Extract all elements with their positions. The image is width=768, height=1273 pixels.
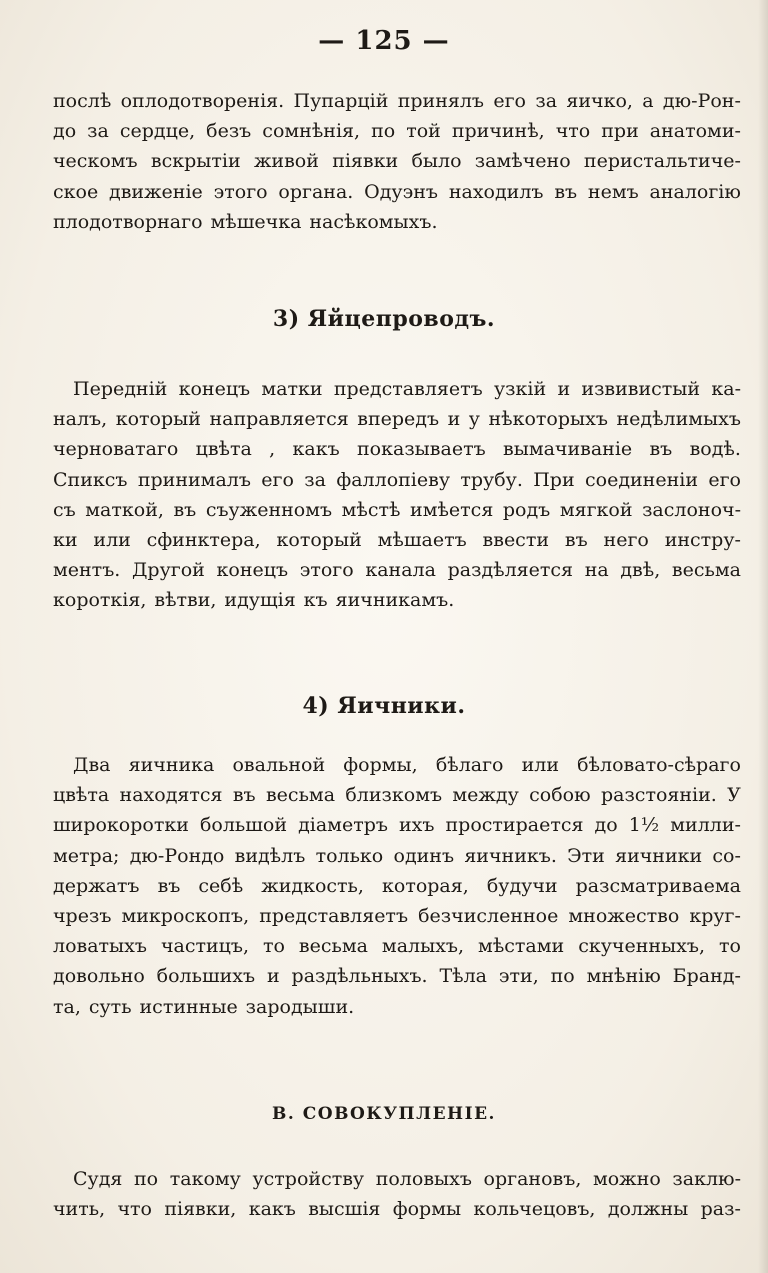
word: вѣтви,: [154, 589, 217, 612]
text-line: [53, 992, 741, 1022]
word: въ: [554, 180, 578, 203]
word: весьма: [265, 784, 336, 807]
word: соединеніи: [585, 468, 698, 491]
word: заклю-: [672, 1168, 741, 1190]
word: принималъ: [137, 468, 251, 491]
word: у: [468, 408, 480, 431]
word: какъ: [248, 1198, 296, 1221]
page-number: — 125 —: [318, 26, 450, 56]
word: ловатыхъ: [53, 935, 147, 958]
word: причинѣ,: [451, 120, 545, 143]
word: было: [411, 150, 462, 173]
word: 1½: [628, 814, 660, 837]
text-line: [53, 86, 741, 116]
word: себѣ: [198, 874, 244, 897]
word: ихъ: [399, 814, 435, 837]
word: мѣшечка: [210, 210, 302, 233]
page-edge-shadow: [758, 0, 768, 1273]
word: дю-Рондо: [129, 844, 225, 867]
word: бѣлаго: [435, 754, 504, 776]
word: то: [262, 935, 285, 958]
word: послѣ: [53, 90, 112, 112]
word: трубу.: [460, 468, 523, 491]
word: цвѣта: [195, 438, 252, 461]
text-line: [53, 961, 741, 991]
word: между: [452, 784, 519, 807]
word: частицъ,: [160, 935, 250, 958]
word: находилъ: [448, 180, 544, 203]
word: живой: [253, 150, 319, 173]
word: близкомъ: [345, 784, 443, 807]
word: яичникамъ.: [335, 589, 455, 612]
word: за: [87, 120, 109, 143]
word: къ: [303, 589, 328, 612]
text-line: [53, 871, 741, 901]
word: мягкой: [559, 498, 633, 521]
word: видѣлъ: [234, 844, 306, 867]
word: по: [134, 1168, 159, 1190]
word: съуженномъ: [205, 498, 333, 521]
word: при: [601, 120, 639, 143]
word: этого: [213, 180, 268, 203]
word: двѣ,: [620, 559, 661, 582]
word: имѣется: [410, 498, 494, 521]
text-line: [53, 780, 741, 810]
word: безчисленное: [418, 904, 559, 927]
word: направляется: [209, 408, 349, 431]
word: Одуэнъ: [364, 180, 439, 203]
word: кольчецовъ,: [473, 1198, 596, 1221]
word: инстру-: [664, 528, 741, 551]
word: формы: [392, 1198, 462, 1221]
word: мнѣнію: [586, 965, 661, 988]
text-line: [53, 177, 741, 207]
word: ввести: [482, 528, 550, 551]
word: устройству: [252, 1168, 365, 1190]
word: высшія: [308, 1198, 381, 1221]
word: этого: [299, 559, 354, 582]
word: него: [603, 528, 649, 551]
text-line: [53, 116, 741, 146]
word: Бранд-: [672, 965, 741, 988]
word: та,: [53, 995, 81, 1018]
word: той: [406, 120, 441, 143]
text-line: [53, 404, 741, 434]
word: принялъ: [397, 90, 485, 112]
word: фаллопіеву: [336, 468, 450, 491]
word: чрезъ: [53, 904, 112, 927]
word: разстояніи.: [600, 784, 717, 807]
text-line: [53, 931, 741, 961]
word: скученныхъ,: [578, 935, 705, 958]
word: который: [115, 408, 201, 431]
word: съ: [53, 498, 76, 521]
word: нѣкоторыхъ: [488, 408, 608, 431]
word: ментъ.: [53, 559, 121, 582]
word: ,: [269, 438, 276, 461]
text-line: [53, 750, 741, 780]
word: вымачиваніе: [503, 438, 633, 461]
word: весьма: [671, 559, 741, 582]
word: движеніе: [109, 180, 203, 203]
word: піявки: [332, 150, 399, 173]
word: малыхъ,: [381, 935, 465, 958]
section-heading-ovaries: 4) Яичники.: [302, 693, 466, 719]
word: въ: [564, 528, 588, 551]
word: органовъ,: [483, 1168, 582, 1190]
word: При: [533, 468, 575, 491]
word: весьма: [298, 935, 368, 958]
word: Эти: [567, 844, 605, 867]
word: можно: [592, 1168, 661, 1190]
word: какъ: [292, 438, 340, 461]
word: который: [276, 528, 362, 551]
word: зародыши.: [245, 995, 355, 1018]
word: цвѣта: [53, 784, 110, 807]
word: конецъ: [216, 559, 289, 582]
word: множество: [568, 904, 680, 927]
word: налъ,: [53, 408, 108, 431]
word: ки: [53, 528, 78, 551]
word: простирается: [445, 814, 584, 837]
word: Тѣла: [439, 965, 487, 988]
word: въ: [157, 874, 181, 897]
word: половыхъ: [375, 1168, 472, 1190]
word: недѣлимыхъ: [616, 408, 741, 431]
word: въ: [173, 498, 197, 521]
word: узкій: [494, 378, 547, 400]
text-line: [53, 465, 741, 495]
word: микроскопъ,: [121, 904, 250, 927]
word: раз-: [700, 1198, 741, 1221]
word: насѣкомыхъ.: [309, 210, 438, 233]
word: за: [304, 468, 326, 491]
word: собою: [529, 784, 591, 807]
word: мѣстами: [478, 935, 565, 958]
word: его: [261, 468, 294, 491]
text-line: [53, 585, 741, 615]
text-line: [53, 434, 741, 464]
word: раздѣляется: [447, 559, 574, 582]
text-line: [53, 1194, 741, 1224]
word: сомнѣнія,: [262, 120, 361, 143]
text-line: [53, 374, 741, 404]
word: матки: [261, 378, 323, 400]
word: черноватаго: [53, 438, 179, 461]
word: Передній: [73, 378, 168, 400]
word: плодотворнаго: [53, 210, 203, 233]
word: что: [555, 120, 591, 143]
word: суть: [88, 995, 132, 1018]
text-line: [53, 555, 741, 585]
word: ка-: [711, 378, 741, 400]
word: за: [535, 90, 558, 112]
word: которая,: [382, 874, 469, 897]
word: широкоротки: [53, 814, 189, 837]
word: формы,: [343, 754, 418, 776]
word: такому: [169, 1168, 241, 1190]
word: Спиксъ: [53, 468, 128, 491]
word: въ: [232, 784, 256, 807]
word: извивистый: [581, 378, 701, 400]
word: большой: [199, 814, 288, 837]
word: и: [557, 378, 571, 400]
word: и: [266, 965, 280, 988]
word: сердце,: [119, 120, 196, 143]
text-line: [53, 901, 741, 931]
word: только: [315, 844, 384, 867]
word: органа.: [278, 180, 354, 203]
word: идущія: [224, 589, 296, 612]
word: мѣшаетъ: [377, 528, 467, 551]
word: большихъ: [156, 965, 256, 988]
word: то: [718, 935, 741, 958]
word: на: [584, 559, 609, 582]
word: въ: [649, 438, 673, 461]
word: метра;: [53, 844, 120, 867]
word: милли-: [670, 814, 741, 837]
paragraph-1: [53, 86, 741, 237]
word: діаметръ: [298, 814, 388, 837]
word: показываетъ: [357, 438, 486, 461]
word: аналогію: [649, 180, 741, 203]
word: со-: [712, 844, 741, 867]
word: анатоми-: [649, 120, 741, 143]
word: безъ: [206, 120, 252, 143]
word: перистальтиче-: [583, 150, 741, 173]
word: Пупарцій: [293, 90, 389, 112]
word: вскрытіи: [150, 150, 241, 173]
text-line: [53, 810, 741, 840]
word: дю-Рон-: [662, 90, 741, 112]
word: У: [727, 784, 741, 807]
word: раздѣльныхъ.: [291, 965, 428, 988]
word: ческомъ: [53, 150, 138, 173]
text-line: [53, 207, 741, 237]
word: до: [53, 120, 77, 143]
word: и: [447, 408, 461, 431]
text-line: [53, 525, 741, 555]
word: впередъ: [357, 408, 440, 431]
word: маткой,: [85, 498, 164, 521]
word: должны: [607, 1198, 689, 1221]
word: конецъ: [178, 378, 251, 400]
word: яичко,: [566, 90, 633, 112]
word: по: [550, 965, 575, 988]
word: канала: [365, 559, 436, 582]
word: а: [642, 90, 654, 112]
word: Два: [73, 754, 111, 776]
word: держатъ: [53, 874, 140, 897]
word: разсматриваема: [575, 874, 741, 897]
word: родъ: [502, 498, 551, 521]
word: находятся: [119, 784, 223, 807]
word: бѣловато-сѣраго: [577, 754, 741, 776]
word: піявки,: [164, 1198, 237, 1221]
word: одинъ: [393, 844, 455, 867]
word: его: [708, 468, 741, 491]
word: короткія,: [53, 589, 147, 612]
word: жидкость,: [261, 874, 364, 897]
text-line: [53, 1164, 741, 1194]
word: ское: [53, 180, 99, 203]
word: представляетъ: [259, 904, 409, 927]
word: яичникъ.: [464, 844, 557, 867]
word: по: [371, 120, 396, 143]
section-heading-oviduct: 3) Яйцепроводъ.: [272, 306, 496, 332]
word: круг-: [689, 904, 741, 927]
word: его: [493, 90, 526, 112]
text-line: [53, 841, 741, 871]
paragraph-ovaries: [53, 750, 741, 1022]
word: представляетъ: [333, 378, 483, 400]
word: немъ: [587, 180, 639, 203]
word: что: [117, 1198, 152, 1221]
section-heading-copulation: B. СОВОКУПЛЕНІЕ.: [272, 1104, 496, 1124]
word: истинные: [139, 995, 238, 1018]
word: овальной: [232, 754, 326, 776]
word: замѣчено: [474, 150, 571, 173]
word: или: [93, 528, 131, 551]
word: мѣстѣ: [341, 498, 401, 521]
paragraph-copulation: [53, 1164, 741, 1224]
word: водѣ.: [689, 438, 741, 461]
text-line: [53, 495, 741, 525]
word: чить,: [53, 1198, 106, 1221]
paragraph-oviduct: [53, 374, 741, 616]
word: сфинктера,: [146, 528, 261, 551]
word: будучи: [486, 874, 558, 897]
word: эти,: [498, 965, 539, 988]
word: оплодотворенія.: [120, 90, 285, 112]
word: яичника: [128, 754, 215, 776]
word: яичники: [615, 844, 703, 867]
text-line: [53, 146, 741, 176]
word: довольно: [53, 965, 145, 988]
word: Другой: [131, 559, 205, 582]
word: до: [594, 814, 618, 837]
word: Судя: [73, 1168, 123, 1190]
word: или: [521, 754, 560, 776]
word: заслоноч-: [642, 498, 741, 521]
